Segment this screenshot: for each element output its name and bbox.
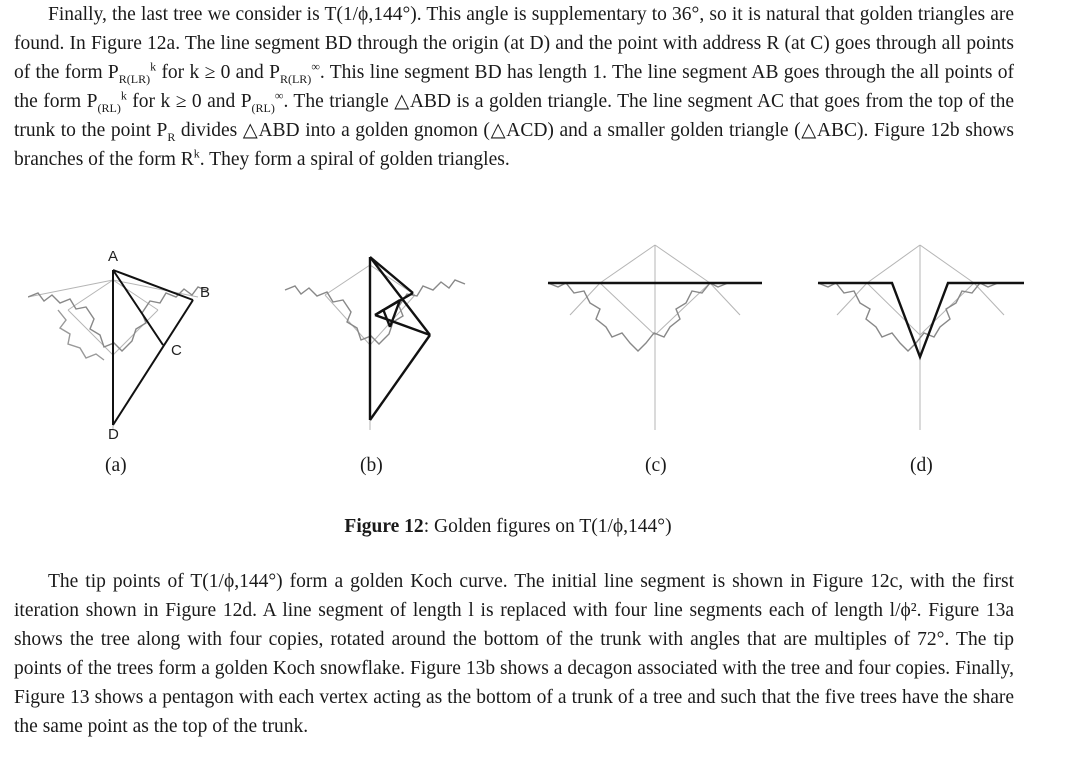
caption-text: : Golden figures on T(1/ϕ,144°) bbox=[423, 516, 672, 537]
text-fragment: . This line segment BD bbox=[319, 62, 502, 83]
text-fragment: for k ≥ 0 and P bbox=[126, 91, 252, 112]
panel-label-d: (d) bbox=[910, 455, 933, 476]
text-line: has length 1. The line segment AB goes through the all points of the form P bbox=[14, 62, 1014, 112]
text-line: Finally, the last tree we consider is T(1/ϕ,144°). This angle is supplementary to 36°, so it is natural bbox=[48, 4, 821, 25]
paragraph-intro bbox=[14, 0, 1014, 174]
fractal-curve bbox=[285, 280, 465, 344]
text-line: with address R (at C) goes through all points of the form P bbox=[14, 33, 1014, 83]
text-line: that golden triangles are found. In Figure 12a. The line segment BD through the origin (at D) and the point bbox=[14, 4, 1015, 54]
figure-panel-d bbox=[812, 235, 1042, 445]
superscript: k bbox=[150, 59, 157, 74]
figure-panel-b bbox=[275, 235, 475, 445]
fractal-curve bbox=[548, 283, 728, 351]
text-fragment: . The bbox=[283, 91, 324, 112]
text-line: with each vertex acting as the bottom of a trunk of a tree and such that the five trees have the share the same bbox=[14, 687, 1014, 737]
text-line: branches of the form R bbox=[14, 149, 194, 170]
point-label-D: D bbox=[108, 426, 119, 443]
figure-panel-a bbox=[28, 235, 228, 445]
text-fragment: . They form a spiral of golden triangles. bbox=[199, 149, 510, 170]
superscript: ∞ bbox=[274, 88, 284, 103]
superscript: ∞ bbox=[311, 59, 320, 74]
subscript: (RL) bbox=[251, 100, 275, 115]
text-line: of the trunk with angles that are multiples of 72°. The tip points of the trees form a golden Koch snowflake. bbox=[14, 629, 1014, 679]
point-label-C: C bbox=[171, 342, 182, 359]
figure-panel-c bbox=[540, 235, 770, 445]
subscript: R(LR) bbox=[118, 71, 151, 86]
text-line: triangle △ABD is a golden triangle. The line segment AC that goes from the top of the trunk to the point bbox=[14, 91, 1014, 141]
point-label-B: B bbox=[200, 284, 211, 301]
subscript: (RL) bbox=[97, 100, 121, 115]
text-line: P bbox=[156, 120, 168, 141]
text-line: segments each of length l/ϕ². Figure 13a shows the tree along with four copies, rotated around the bottom bbox=[14, 600, 1014, 650]
fractal-curve bbox=[818, 283, 998, 351]
subscript: R(LR) bbox=[279, 71, 312, 86]
panel-label-c: (c) bbox=[645, 455, 667, 476]
text-line: 12c, with the first iteration shown in Figure 12d. A line segment of length l is replaced with four line bbox=[14, 571, 1014, 621]
superscript: k bbox=[120, 88, 127, 103]
text-line: The tip points of T(1/ϕ,144°) form a golden Koch curve. The initial line segment is shown in Figure bbox=[48, 571, 864, 592]
point-label-A: A bbox=[108, 248, 119, 265]
caption-prefix: Figure 12 bbox=[344, 516, 424, 537]
panel-label-b: (b) bbox=[360, 455, 383, 476]
golden-spiral-triangles bbox=[370, 257, 430, 420]
first-iteration bbox=[818, 283, 1024, 357]
panel-label-a: (a) bbox=[105, 455, 127, 476]
text-fragment: divides △ABD into a golden gnomon (△ACD) and a smaller golden triangle (△ABC). Figure 12b shows bbox=[175, 120, 1014, 141]
text-line: point as the top of the trunk. bbox=[87, 716, 309, 737]
text-line: Figure 13b shows a decagon associated with the tree and four copies. Finally, Figure 13 shows a pentagon bbox=[14, 658, 1014, 708]
paragraph-koch bbox=[14, 567, 1014, 741]
figure-caption bbox=[0, 516, 1016, 538]
text-fragment: for k ≥ 0 and P bbox=[156, 62, 280, 83]
superscript: k bbox=[193, 146, 200, 161]
subscript: R bbox=[167, 129, 176, 144]
